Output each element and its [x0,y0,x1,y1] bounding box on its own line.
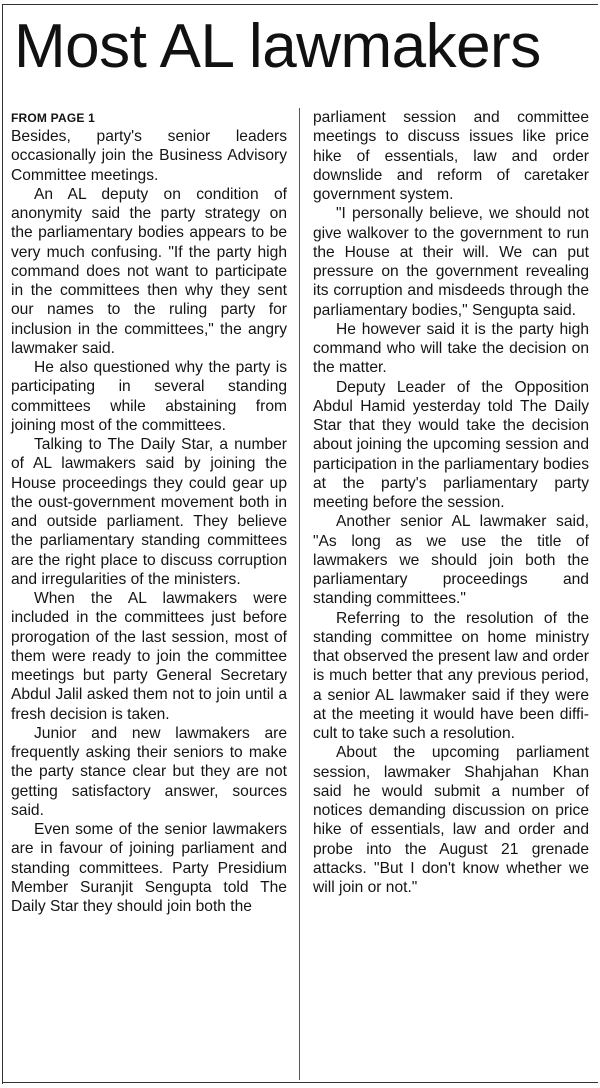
paragraph: About the upcoming parliament session, lawmaker Shahjahan Khan said he would submit a number of notices demanding discussion on price hike of essentials, law and order and probe into the August 21 grenade attacks. "But I don't know whether we will join or not." [313,744,589,896]
paragraph: parliament session and committee meetings to discuss issues like price hike of essentials, law and order downslide and reform of caretaker government system. [313,109,589,203]
top-border [2,4,598,5]
headline: Most AL lawmakers [14,12,541,81]
paragraph: Besides, party's senior leaders occasionally join the Business Advisory Committee meetings. [11,128,287,184]
bottom-border [2,1082,598,1083]
paragraph: He however said it is the party high command who will take the decision on the matter. [313,320,589,377]
paragraph: He also questioned why the party is participating in several standing committees while abstaining from joining most of the committees. [11,359,287,434]
left-border [2,4,3,1084]
column-divider [299,108,300,1080]
right-column [313,108,589,897]
paragraph: Referring to the resolution of the standing committee on home ministry that observed the present law and order is much better that any previous period, a senior AL lawmaker said if they were at the meeting it would have been difficult to take such a resolution. [313,609,589,742]
paragraph: "I personally believe, we should not give walkover to the government to run the House at their will. We can put pressure on the government revealing its corruption and misdeeds through the parliamentary bodies," Sengupta said. [313,205,589,319]
paragraph: An AL deputy on condition of anonymity said the party strategy on the parliamentary bodies appears to be very much confusing. "If the party high command does not want to participate in the committees then why they sent our names to the ruling party for inclusion in the committees," the angry lawmaker said. [11,185,287,357]
paragraph: Deputy Leader of the Opposition Abdul Hamid yesterday told The Daily Star that they would take the decision about joining the upcoming session and participation in the parliamentary bodies at the party's parliamentary party meeting before the session. [313,378,589,511]
left-column [11,110,287,916]
paragraph: Talking to The Daily Star, a number of AL lawmakers said by joining the House proceedings they could gear up the oust-government movement both in and outside parliament. They believe the parliamentary standing committees are the right place to discuss corruption and irregularities of the ministers. [11,436,287,588]
paragraph: Another senior AL lawmaker said, "As long as we use the title of lawmakers we should join both the parliamentary proceedings and standing committees." [313,513,589,608]
dateline: FROM PAGE 1 [11,111,95,125]
paragraph: Junior and new lawmakers are frequently asking their seniors to make the party stance clear but they are not getting satisfactory answer, sources said. [11,724,287,819]
paragraph: Even some of the senior lawmakers are in favour of joining parliament and standing committees. Party Presidium Member Suranjit Sengupta told The Daily Star they should join both the [11,821,287,915]
paragraph: When the AL lawmakers were included in the committees just before prorogation of the last session, most of them were ready to join the committee meetings but party General Secretary Abdul Jalil asked them not to join until a fresh decision is taken. [11,590,287,723]
